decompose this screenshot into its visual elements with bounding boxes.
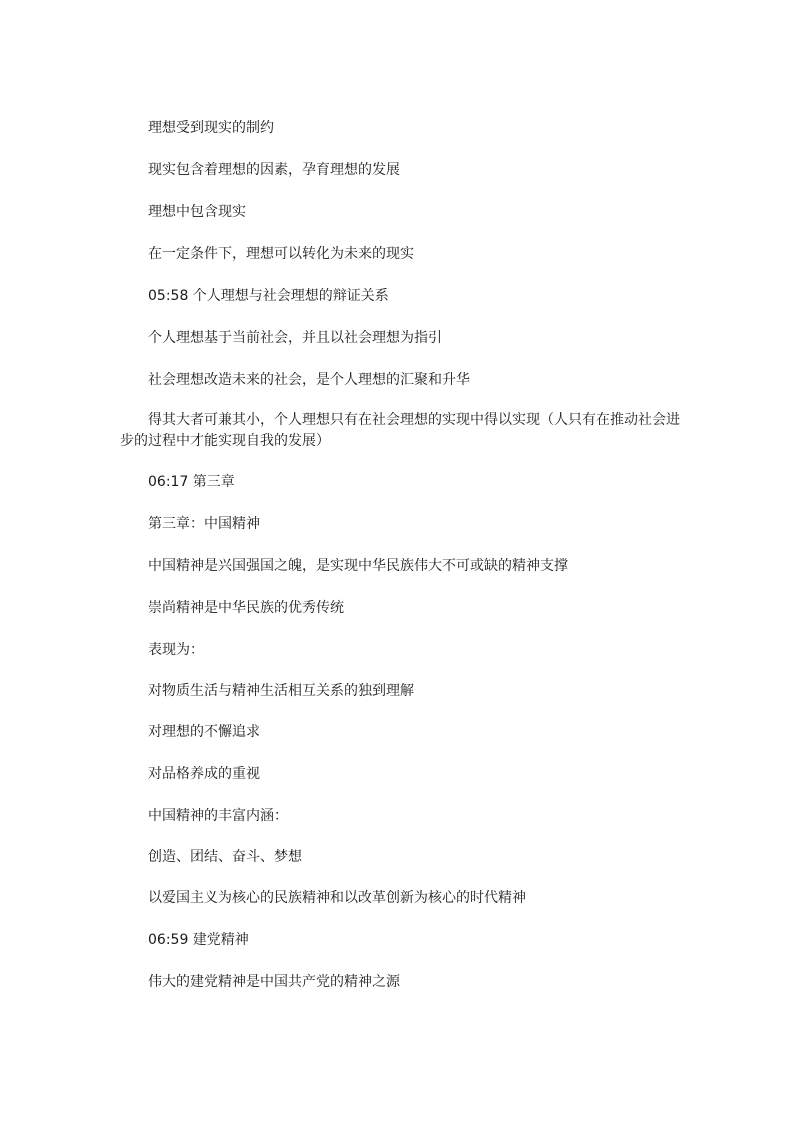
text-line: 对理想的不懈追求 — [148, 724, 260, 740]
text-line: 社会理想改造未来的社会，是个人理想的汇聚和升华 — [148, 372, 470, 388]
text-line: 中国精神是兴国强国之魄，是实现中华民族伟大不可或缺的精神支撑 — [148, 558, 568, 574]
text-line: 对物质生活与精神生活相互关系的独到理解 — [148, 683, 414, 699]
text-line: 理想受到现实的制约 — [148, 120, 274, 136]
text-line: 伟大的建党精神是中国共产党的精神之源 — [148, 974, 400, 990]
text-line: 崇尚精神是中华民族的优秀传统 — [148, 600, 344, 616]
text-line: 表现为： — [148, 642, 204, 658]
text-line: 现实包含着理想的因素，孕育理想的发展 — [148, 162, 400, 178]
text-line: 创造、团结、奋斗、梦想 — [148, 849, 302, 865]
section-heading: 05:58 个人理想与社会理想的辩证关系 — [148, 288, 389, 304]
chapter-title: 第三章：中国精神 — [148, 516, 260, 532]
text-line: 个人理想基于当前社会，并且以社会理想为指引 — [148, 330, 442, 346]
text-line: 理想中包含现实 — [148, 204, 246, 220]
section-heading: 06:59 建党精神 — [148, 932, 249, 948]
text-line: 以爱国主义为核心的民族精神和以改革创新为核心的时代精神 — [148, 890, 526, 906]
text-line: 对品格养成的重视 — [148, 766, 260, 782]
text-paragraph: 得其大者可兼其小，个人理想只有在社会理想的实现中得以实现（人只有在推动社会进步的过程中才能实现自我的发展） — [120, 412, 680, 449]
text-line: 中国精神的丰富内涵： — [148, 808, 288, 824]
section-heading: 06:17 第三章 — [148, 474, 235, 490]
text-line: 在一定条件下，理想可以转化为未来的现实 — [148, 246, 414, 262]
